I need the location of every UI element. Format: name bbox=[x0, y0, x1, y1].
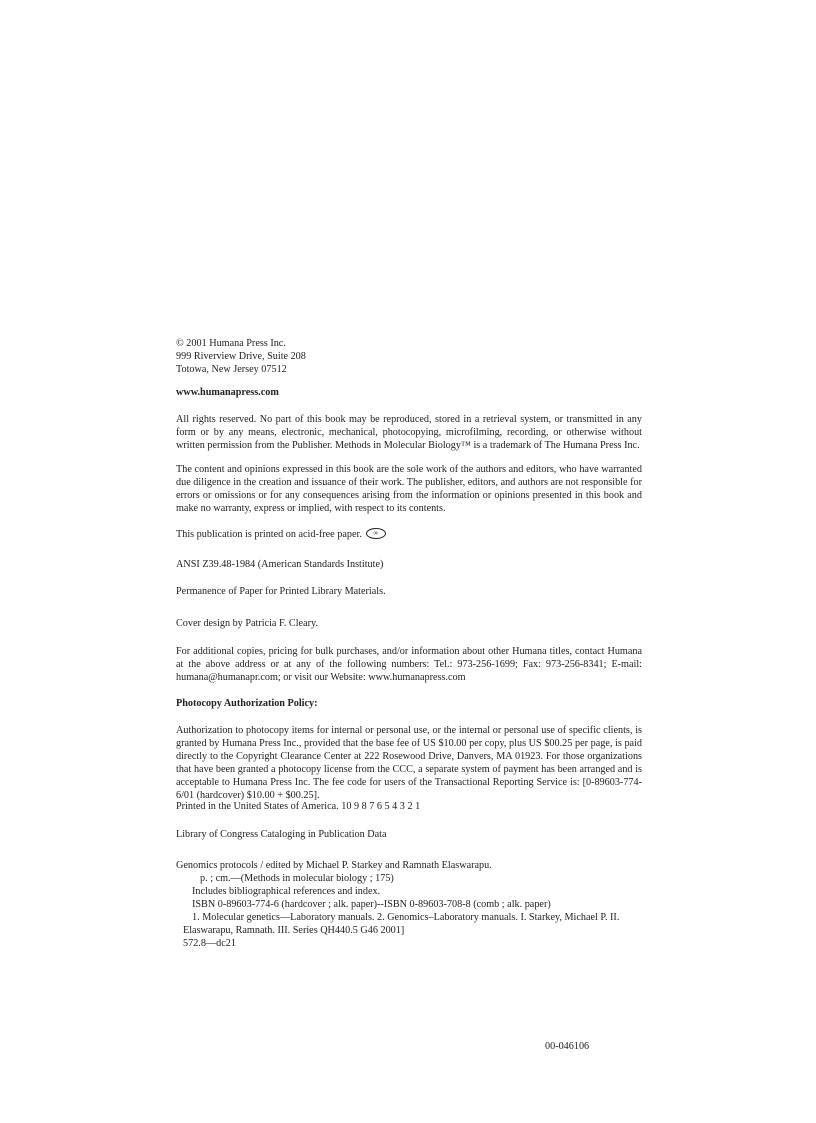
cip-line-2: p. ; cm.—(Methods in molecular biology ; 175) bbox=[200, 873, 394, 884]
cover-design-line: Cover design by Patricia F. Cleary. bbox=[176, 618, 318, 629]
address-line-2: Totowa, New Jersey 07512 bbox=[176, 364, 287, 375]
cip-line-7: 572.8—dc21 bbox=[183, 938, 236, 949]
cip-line-6: Elaswarapu, Ramnath. III. Series QH440.5 G46 2001] bbox=[183, 925, 405, 936]
cip-record bbox=[176, 859, 642, 950]
photocopy-paragraph: Authorization to photocopy items for internal or personal use, or the internal or personal use of specific clients, is granted by Humana Press Inc., provided that the base fee of US $10.00 per copy, plus US $00.25 per page, is paid directly to the Copyright Clearance Center at 222 Rosewood Drive, Danvers, MA 01923. For those organizations that have been granted a photocopy license from the CCC, a separate system of payment has been arranged and is acceptable to Humana Press Inc. The fee code for users of the Transactional Reporting Service is: [0-89603-774-6/01 (hardcover) $10.00 + $00.25]. bbox=[176, 725, 642, 801]
copyright-line: © 2001 Humana Press Inc. bbox=[176, 338, 286, 349]
ansi-line: ANSI Z39.48-1984 (American Standards Institute) bbox=[176, 559, 384, 570]
cip-line-3: Includes bibliographical references and index. bbox=[192, 886, 381, 897]
rights-paragraph: All rights reserved. No part of this book may be reproduced, stored in a retrieval system, or transmitted in any form or by any means, electronic, mechanical, photocopying, microfilming, recording, or otherwise without written permission from the Publisher. Methods in Molecular Biology™ is a trademark of The Humana Press Inc. bbox=[176, 414, 642, 451]
cip-line-4: ISBN 0-89603-774-6 (hardcover ; alk. paper)--ISBN 0-89603-708-8 (comb ; alk. paper) bbox=[192, 899, 551, 910]
disclaimer-paragraph: The content and opinions expressed in this book are the sole work of the authors and editors, who have warranted due diligence in the creation and issuance of their work. The publisher, editors, and authors are not responsible for errors or omissions or for any consequences arising from the information or opinions presented in this book and make no warranty, express or implied, with respect to its contents. bbox=[176, 464, 642, 514]
publisher-address bbox=[176, 337, 642, 376]
publisher-website: www.humanapress.com bbox=[176, 387, 279, 398]
permanence-line: Permanence of Paper for Printed Library Materials. bbox=[176, 586, 386, 597]
catalog-number: 00-046106 bbox=[545, 1041, 590, 1052]
printed-in-line: Printed in the United States of America. 10 9 8 7 6 5 4 3 2 1 bbox=[176, 801, 421, 812]
infinity-circle-icon: ∞ bbox=[366, 528, 386, 539]
acid-free-line bbox=[176, 528, 642, 541]
acid-free-text: This publication is printed on acid-free paper. bbox=[176, 529, 362, 540]
additional-copies-paragraph: For additional copies, pricing for bulk purchases, and/or information about other Humana titles, contact Humana at the above address or at any of the following numbers: Tel.: 973-256-1699; Fax: 973-256-8341; E-mail: humana@humanapr.com; or visit our Website: www.humanapress.com bbox=[176, 646, 642, 683]
photocopy-heading: Photocopy Authorization Policy: bbox=[176, 698, 318, 709]
address-line-1: 999 Riverview Drive, Suite 208 bbox=[176, 351, 306, 362]
cip-line-1: Genomics protocols / edited by Michael P. Starkey and Ramnath Elaswarapu. bbox=[176, 860, 492, 871]
cip-line-5: 1. Molecular genetics—Laboratory manuals. 2. Genomics–Laboratory manuals. I. Starkey, Michael P. II. bbox=[192, 912, 620, 923]
cip-heading: Library of Congress Cataloging in Publication Data bbox=[176, 829, 387, 840]
